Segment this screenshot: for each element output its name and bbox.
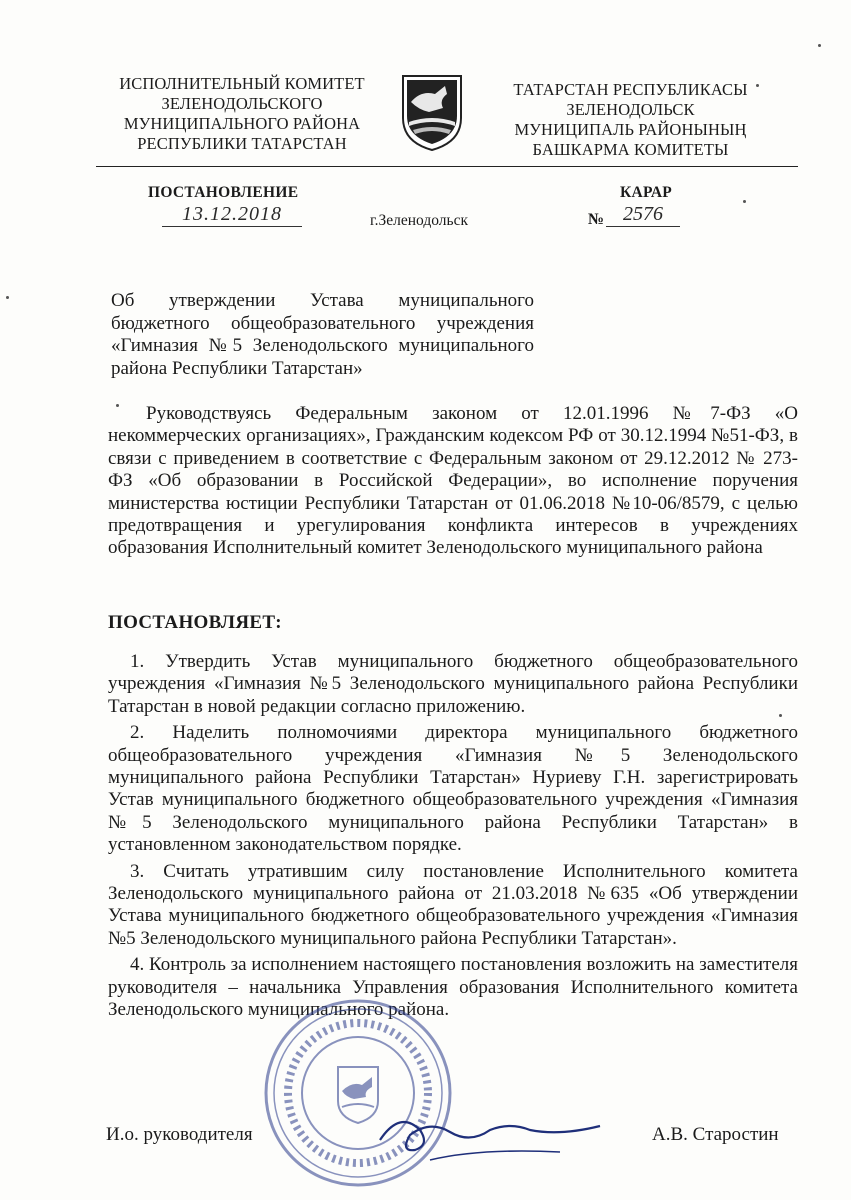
scan-speck	[116, 404, 119, 407]
resolution-items	[108, 651, 798, 1026]
doc-subject: Об утверждении Устава муниципального бюджетного общеобразовательного учреждения «Гимназия №5 Зеленодольского муниципального района Республики Татарстан»	[111, 290, 534, 379]
header-right-line: МУНИЦИПАЛЬ РАЙОНЫНЫҢ	[514, 120, 747, 139]
scan-speck	[756, 84, 759, 87]
signatory-name: А.В. Старостин	[652, 1124, 779, 1145]
header-left-line: РЕСПУБЛИКИ ТАТАРСТАН	[137, 134, 347, 153]
resolution-item: 1. Утвердить Устав муниципального бюджетного общеобразовательного учреждения «Гимназия №5 Зеленодольского муниципального района Республики Татарстан в новой редакции согласно приложению.	[108, 651, 798, 717]
doc-number-sign: №	[588, 211, 605, 228]
resolve-heading: ПОСТАНОВЛЯЕТ:	[108, 612, 282, 633]
scan-speck	[779, 714, 782, 717]
header-left-line: МУНИЦИПАЛЬНОГО РАЙОНА	[123, 114, 361, 133]
intro-paragraph: Руководствуясь Федеральным законом от 12.01.1996 №7-ФЗ «О некоммерческих организациях», Гражданским кодексом РФ от 30.12.1994 №51-ФЗ, в связи с приведением в соответствие с Федеральным законом от 29.12.2012 № 273-ФЗ «Об образовании в Российской Федерации», во исполнение поручения министерства юстиции Республики Татарстан от 01.06.2018 №10-06/8579, с целью предотвращения и урегулирования конфликта интересов в учреждениях образования Исполнительный комитет Зеленодольского муниципального района	[108, 403, 798, 559]
header-left-line: ИСПОЛНИТЕЛЬНЫЙ КОМИТЕТ	[119, 74, 365, 93]
doc-number: 2576	[606, 203, 680, 227]
header-right-line: ТАТАРСТАН РЕСПУБЛИКАСЫ	[513, 80, 748, 99]
header-right-org	[478, 80, 783, 160]
doc-type-left: ПОСТАНОВЛЕНИЕ	[148, 184, 299, 201]
resolution-item: 3. Считать утратившим силу постановление Исполнительного комитета Зеленодольского муниципального района от 21.03.2018 №635 «Об утверждении Устава муниципального бюджетного общеобразовательного учреждения «Гимназия №5 Зеленодольского муниципального района Республики Татарстан».	[108, 860, 798, 949]
header-right-line: БАШКАРМА КОМИТЕТЫ	[532, 140, 729, 159]
coat-of-arms-icon	[399, 72, 465, 152]
header-left-org	[92, 74, 392, 154]
doc-city: г.Зеленодольск	[370, 212, 468, 229]
doc-type-right: КАРАР	[620, 184, 673, 201]
resolution-item: 2. Наделить полномочиями директора муниципального бюджетного общеобразовательного учреждения «Гимназия №5 Зеленодольского муниципального района Республики Татарстан» Нуриеву Г.Н. зарегистрировать Устав муниципального бюджетного общеобразовательного учреждения «Гимназия №5 Зеленодольского муниципального района Республики Татарстан» в установленном законодательством порядке.	[108, 722, 798, 856]
header-divider	[96, 166, 798, 167]
scan-speck	[818, 44, 821, 47]
doc-date: 13.12.2018	[162, 203, 302, 227]
scan-speck	[6, 296, 9, 299]
header-left-line: ЗЕЛЕНОДОЛЬСКОГО	[161, 94, 323, 113]
header-right-line: ЗЕЛЕНОДОЛЬСК	[566, 100, 695, 119]
resolution-item: 4. Контроль за исполнением настоящего постановления возложить на заместителя руководителя – начальника Управления образования Исполнительного комитета Зеленодольского муниципального района.	[108, 954, 798, 1021]
scan-speck	[743, 200, 746, 203]
signatory-position: И.о. руководителя	[106, 1124, 253, 1145]
handwritten-signature-icon	[360, 1100, 620, 1170]
